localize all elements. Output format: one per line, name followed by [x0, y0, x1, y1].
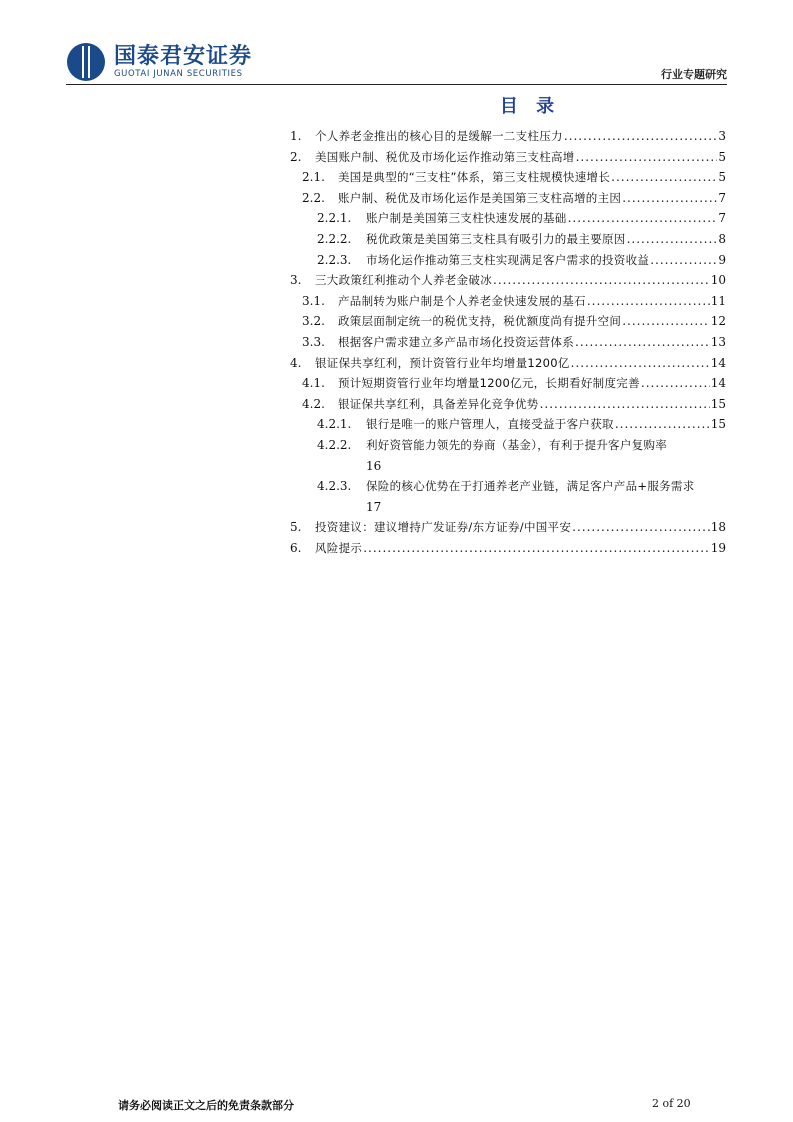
footer-disclaimer: 请务必阅读正文之后的免责条款部分 [118, 1099, 294, 1112]
toc-number: 4.2.1. [317, 417, 352, 432]
toc-label: 政策层面制定统一的税优支持，税优额度尚有提升空间 [338, 314, 622, 329]
toc-entry[interactable] [290, 435, 726, 476]
toc-page-number: 16 [366, 458, 382, 473]
toc-leader-dots [622, 311, 710, 332]
toc-leader-dots [572, 517, 710, 538]
toc-page-number: 9 [718, 252, 726, 267]
toc-label: 银行是唯一的账户管理人，直接受益于客户获取 [366, 417, 614, 432]
toc-number: 2.2.3. [317, 252, 352, 267]
toc-number: 3.3. [302, 334, 325, 349]
toc-page-number: 14 [710, 355, 726, 370]
toc-label: 根据客户需求建立多产品市场化投资运营体系 [338, 334, 574, 349]
toc-page-number: 7 [718, 190, 726, 205]
toc-number: 2. [290, 149, 302, 164]
toc-number: 2.2.2. [317, 231, 352, 246]
toc-title: 目 录 [499, 96, 561, 117]
toc-entry[interactable] [290, 517, 726, 538]
logo-text [114, 45, 252, 80]
toc-entry[interactable] [290, 414, 726, 435]
toc-entry[interactable] [290, 147, 726, 168]
toc-number: 3.2. [302, 314, 325, 329]
toc-number: 3.1. [302, 293, 325, 308]
toc-leader-dots [575, 332, 710, 353]
toc-number: 6. [290, 540, 302, 555]
toc-entry[interactable] [290, 229, 726, 250]
logo-chinese-name: 国泰君安证券 [114, 43, 253, 69]
toc-leader-dots [571, 353, 710, 374]
toc-entry[interactable] [290, 270, 726, 291]
toc-entry-body [366, 476, 726, 517]
toc-entry[interactable] [290, 373, 726, 394]
toc-leader-dots [568, 208, 718, 229]
toc-page-number: 5 [718, 170, 726, 185]
toc-entry[interactable] [290, 311, 726, 332]
toc-label: 税优政策是美国第三支柱具有吸引力的最主要原因 [366, 231, 626, 246]
toc-entry-body [366, 435, 726, 476]
toc-entry[interactable] [290, 126, 726, 147]
toc-page-number: 10 [710, 273, 726, 288]
toc-page-number: 15 [710, 396, 726, 411]
toc-leader-dots [622, 188, 717, 209]
toc-number: 2.2.1. [317, 211, 352, 226]
toc-leader-dots [627, 229, 718, 250]
toc-number: 5. [290, 520, 302, 535]
toc-leader-dots [564, 126, 718, 147]
toc-page-number: 19 [710, 540, 726, 555]
toc-page-number: 18 [710, 520, 726, 535]
toc-entry[interactable] [290, 353, 726, 374]
toc-entry[interactable] [290, 250, 726, 271]
toc-entry[interactable] [290, 332, 726, 353]
toc-page-number: 5 [718, 149, 726, 164]
toc-page-number: 13 [710, 334, 726, 349]
toc-number: 2.2. [302, 190, 325, 205]
toc-number: 4.2.2. [317, 437, 352, 452]
toc-leader-dots [587, 291, 710, 312]
toc-leader-dots [540, 394, 710, 415]
report-type-label: 行业专题研究 [661, 68, 727, 81]
toc-label: 市场化运作推动第三支柱实现满足客户需求的投资收益 [366, 252, 650, 267]
toc-entry[interactable] [290, 291, 726, 312]
toc-label: 产品制转为账户制是个人养老金快速发展的基石 [338, 293, 586, 308]
toc-label: 银证保共享红利，具备差异化竞争优势 [338, 396, 539, 411]
toc-number: 2.1. [302, 170, 325, 185]
header-divider [66, 84, 727, 85]
toc-page-number: 12 [710, 314, 726, 329]
page-header [0, 0, 793, 90]
toc-entry[interactable] [290, 208, 726, 229]
toc-label: 个人养老金推出的核心目的是缓解一二支柱压力 [315, 129, 563, 143]
toc-number: 4.2.3. [317, 479, 352, 494]
toc-leader-dots [611, 167, 717, 188]
toc-number: 4. [290, 355, 302, 370]
toc-leader-dots [493, 270, 710, 291]
toc-entry[interactable] [290, 538, 726, 559]
toc-label: 账户制、税优及市场化运作是美国第三支柱高增的主因 [338, 190, 622, 205]
toc-page-number: 11 [710, 293, 726, 308]
toc-leader-dots [363, 538, 710, 559]
toc-label: 账户制是美国第三支柱快速发展的基础 [366, 211, 567, 226]
toc-number: 4.2. [302, 396, 325, 411]
logo-english-name: GUOTAI JUNAN SECURITIES [114, 68, 243, 79]
toc-label: 美国账户制、税优及市场化运作推动第三支柱高增 [315, 149, 575, 164]
toc-entry[interactable] [290, 167, 726, 188]
toc-page-number: 17 [366, 499, 382, 514]
toc-entry[interactable] [290, 476, 726, 517]
footer-page-indicator: 2 of 20 [652, 1097, 691, 1110]
toc-leader-dots [615, 414, 710, 435]
company-logo [66, 42, 252, 82]
toc-label: 银证保共享红利，预计资管行业年均增量1200亿 [315, 355, 570, 370]
toc-label: 利好资管能力领先的券商（基金），有利于提升客户复购率 [366, 437, 668, 452]
toc-label: 三大政策红利推动个人养老金破冰 [315, 273, 492, 288]
toc-page-number: 3 [718, 129, 726, 143]
toc-label: 投资建议：建议增持广发证券/东方证券/中国平安 [315, 520, 572, 535]
toc-page-number: 14 [710, 376, 726, 391]
toc-leader-dots [650, 250, 717, 271]
toc-page-number: 15 [710, 417, 726, 432]
toc-label: 美国是典型的“三支柱”体系，第三支柱规模快速增长 [338, 170, 611, 185]
toc-entry[interactable] [290, 394, 726, 415]
toc-leader-dots [641, 373, 710, 394]
toc-label: 预计短期资管行业年均增量1200亿元，长期看好制度完善 [338, 376, 640, 391]
toc-page-number: 8 [718, 231, 726, 246]
toc-number: 3. [290, 273, 302, 288]
toc-entry[interactable] [290, 188, 726, 209]
toc-label: 风险提示 [315, 540, 363, 555]
toc-label: 保险的核心优势在于打通养老产业链，满足客户产品+服务需求 [366, 479, 695, 494]
toc-number: 1. [290, 129, 302, 143]
table-of-contents [290, 126, 726, 558]
toc-leader-dots [576, 147, 718, 168]
guotai-junan-logo-icon [66, 42, 106, 82]
toc-number: 4.1. [302, 376, 325, 391]
toc-page-number: 7 [718, 211, 726, 226]
